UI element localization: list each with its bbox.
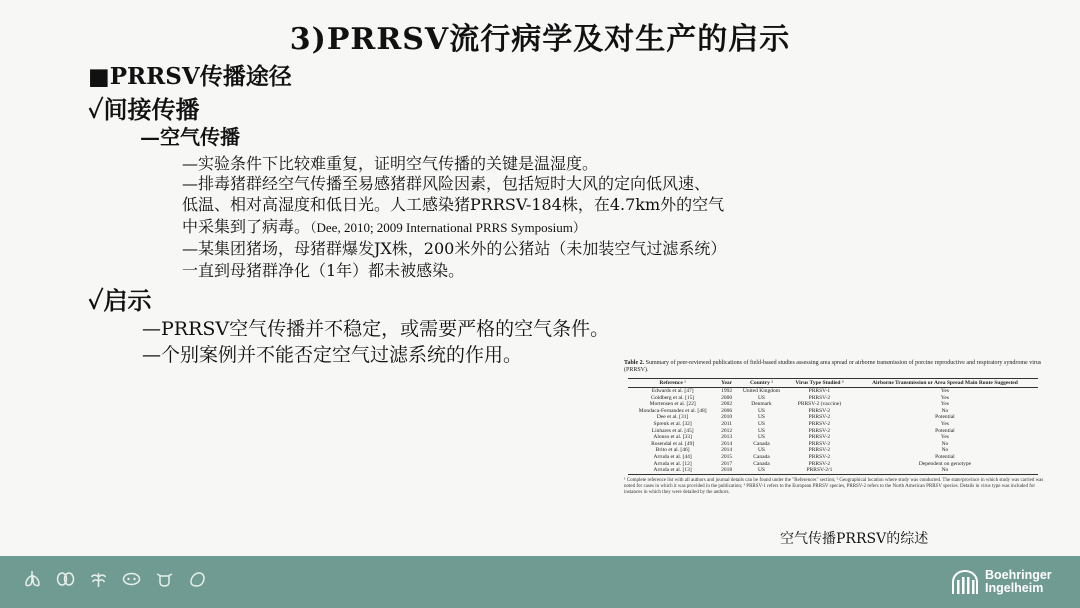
table-cell: Arruda et al. [13] <box>628 467 717 474</box>
chicken-icon <box>187 568 208 589</box>
table-row <box>628 408 1038 415</box>
insight-heading: ✓启示 <box>88 286 152 315</box>
insight-line-1: —PRRSV空气传播并不稳定，或需要严格的空气条件。 <box>142 318 610 340</box>
body-line-2: —排毒猪群经空气传播至易感猪群风险因素，包括短时大风的定向低风速、 <box>182 174 711 193</box>
table-cell: US <box>757 414 765 421</box>
table-row <box>628 454 1038 461</box>
table-cell: Yes <box>940 434 949 441</box>
table-cell: PRRSV-2/1 <box>787 467 852 474</box>
table-cell: 2011 <box>721 420 732 427</box>
table-cell: PRRSV-2 <box>808 414 831 421</box>
table-cell: Edwards et al. [47] <box>651 388 694 394</box>
table-cell: Potential <box>935 427 955 434</box>
table-cell: Sprenk et al. [32] <box>653 420 692 427</box>
indirect-transmission-heading: ✓间接传播 <box>88 95 200 124</box>
table-cell: PRRSV-2 <box>808 420 831 427</box>
table-cell: 2014 <box>721 440 733 447</box>
table-row <box>628 441 1038 448</box>
table-cell: 2013 <box>721 434 733 441</box>
table-cell: 2000 <box>721 394 733 401</box>
table-cell: Denmark <box>751 401 772 408</box>
table-cell: US <box>757 420 765 427</box>
lungs-icon <box>22 568 43 589</box>
table-header-cell: Airborne Transmission or Area Spread Main Route Suggested <box>852 379 1038 388</box>
table-cell: 2006 <box>721 407 733 414</box>
table-caption-text: Summary of peer-reviewed publications of field-based studies assessing area spread or airborne transmission of porcine reproductive and respiratory syndrome virus (PRRSV). <box>624 360 1042 373</box>
summary-table-figure <box>624 360 1044 526</box>
table-cell: PRRSV-2 <box>808 460 831 467</box>
table-header-cell: Country ² <box>736 379 787 388</box>
table-cell: Potential <box>935 414 955 421</box>
table-row <box>628 434 1038 441</box>
table-caption-label: Table 2. <box>624 360 645 366</box>
table-cell: Arruda et al. [44] <box>653 453 692 460</box>
table-cell: Potential <box>935 453 955 460</box>
airborne-subheading: —空气传播 <box>140 125 240 149</box>
body-line-4-text: 中采集到了病毒。 <box>182 217 311 236</box>
table-cell: No <box>941 407 949 414</box>
summary-table <box>628 378 1038 475</box>
table-caption <box>624 360 1044 374</box>
table-cell: Canada <box>753 460 770 467</box>
table-row <box>628 388 1038 395</box>
pig-icon <box>121 568 142 589</box>
table-row <box>628 461 1038 468</box>
table-cell: Arruda et al. [12] <box>653 460 692 467</box>
body-line-4 <box>182 214 586 237</box>
table-cell: Yes <box>940 420 949 427</box>
table-cell: US <box>757 407 765 414</box>
section-heading: ■PRRSV传播途径 <box>88 63 292 90</box>
table-cell: PRRSV-2 <box>808 453 831 460</box>
kidney-icon <box>55 568 76 589</box>
insight-line-2: —个别案例并不能否定空气过滤系统的作用。 <box>142 344 523 366</box>
table-cell: US <box>757 427 765 434</box>
table-cell: 2012 <box>721 427 733 434</box>
table-cell: 2014 <box>721 447 733 454</box>
table-cell: Canada <box>753 440 770 447</box>
figure-label: 空气传播PRRSV的综述 <box>780 531 929 547</box>
table-cell: Dee et al. [31] <box>656 414 689 421</box>
table-cell: US <box>757 447 765 454</box>
table-cell: Canada <box>753 453 770 460</box>
table-cell: 2017 <box>721 460 733 467</box>
table-cell: 2002 <box>721 401 733 408</box>
table-cell: Mondaca-Fernandez et al. [48] <box>638 407 707 414</box>
table-cell: PRRSV-2 (vaccine) <box>797 401 842 408</box>
table-cell: PRRSV-2 <box>808 394 831 401</box>
table-cell: Yes <box>940 388 949 394</box>
table-cell: PRRSV-2 <box>808 407 831 414</box>
table-cell: No <box>941 447 949 454</box>
boehringer-logo <box>950 568 1052 596</box>
table-cell: PRRSV-2 <box>808 447 831 454</box>
table-row <box>628 401 1038 408</box>
table-cell: Linhares et al. [45] <box>651 427 694 434</box>
table-cell: 2018 <box>717 467 736 474</box>
table-cell: US <box>757 394 765 401</box>
table-row <box>628 414 1038 421</box>
cow-icon <box>154 568 175 589</box>
table-cell: 1992 <box>721 388 733 394</box>
table-cell: Mortensen et al. [22] <box>649 401 696 408</box>
table-cell: No <box>852 467 1038 474</box>
body-line-6: 一直到母猪群净化（1年）都未被感染。 <box>182 261 465 280</box>
table-header-cell: Virus Type Studied ³ <box>787 379 852 388</box>
table-cell: PRRSV-2 <box>808 440 831 447</box>
table-cell: PRRSV-2 <box>808 434 831 441</box>
body-line-1: —实验条件下比较难重复，证明空气传播的关键是温湿度。 <box>182 154 599 173</box>
body-line-5: —某集团猪场，母猪群爆发JX株，200米外的公猪站（未加装空气过滤系统） <box>182 239 727 258</box>
table-cell: Brito et al. [46] <box>655 447 690 454</box>
table-row <box>628 421 1038 428</box>
table-row <box>628 467 1038 474</box>
table-row <box>628 447 1038 454</box>
table-cell: Yes <box>940 401 949 408</box>
logo-line-2: Ingelheim <box>985 581 1044 595</box>
table-cell: US <box>757 434 765 441</box>
table-cell: PRRSV-2 <box>808 427 831 434</box>
slide-title: 3)PRRSV流行病学及对生产的启示 <box>289 22 791 57</box>
body-line-3: 低温、相对高湿度和低日光。人工感染猪PRRSV-184株，在4.7km外的空气 <box>182 195 725 214</box>
table-cell: United Kingdom <box>742 388 781 394</box>
table-cell: 2015 <box>721 453 733 460</box>
table-header-row <box>628 379 1038 388</box>
table-cell: Dependent on genotype <box>918 460 972 467</box>
logo-line-1: Boehringer <box>985 568 1052 582</box>
citation: （Dee, 2010; 2009 International PRRS Symposium） <box>310 220 586 235</box>
table-body <box>628 388 1038 475</box>
table-cell: PRRSV-1 <box>808 388 831 394</box>
plant-icon <box>88 568 109 589</box>
table-cell: No <box>941 440 949 447</box>
logo-mark-icon <box>950 568 980 596</box>
table-cell: Yes <box>940 394 949 401</box>
table-row <box>628 428 1038 435</box>
table-cell: Rosendal et al. [49] <box>651 440 695 447</box>
footer-icons <box>22 568 208 589</box>
table-cell: US <box>736 467 787 474</box>
table-header-cell: Reference ¹ <box>628 379 717 388</box>
table-footnote: ¹ Complete reference list with all authors and journal details can be found under the "References" section; ² Geographical location where study was conducted. The state/province in which study was carried was noted for cases in which it was provided in the publication; ³ PRRSV-1 refers to the European PRRSV species, PRRSV-2 refers to the North American PRRSV species. Details in virus type was included for instances in which they were detailed by the authors. <box>624 477 1044 495</box>
table-cell: 2010 <box>721 414 733 421</box>
table-cell: Goldberg et al. [15] <box>650 394 695 401</box>
table-cell: Alonso et al. [33] <box>653 434 692 441</box>
table-header-cell: Year <box>717 379 736 388</box>
